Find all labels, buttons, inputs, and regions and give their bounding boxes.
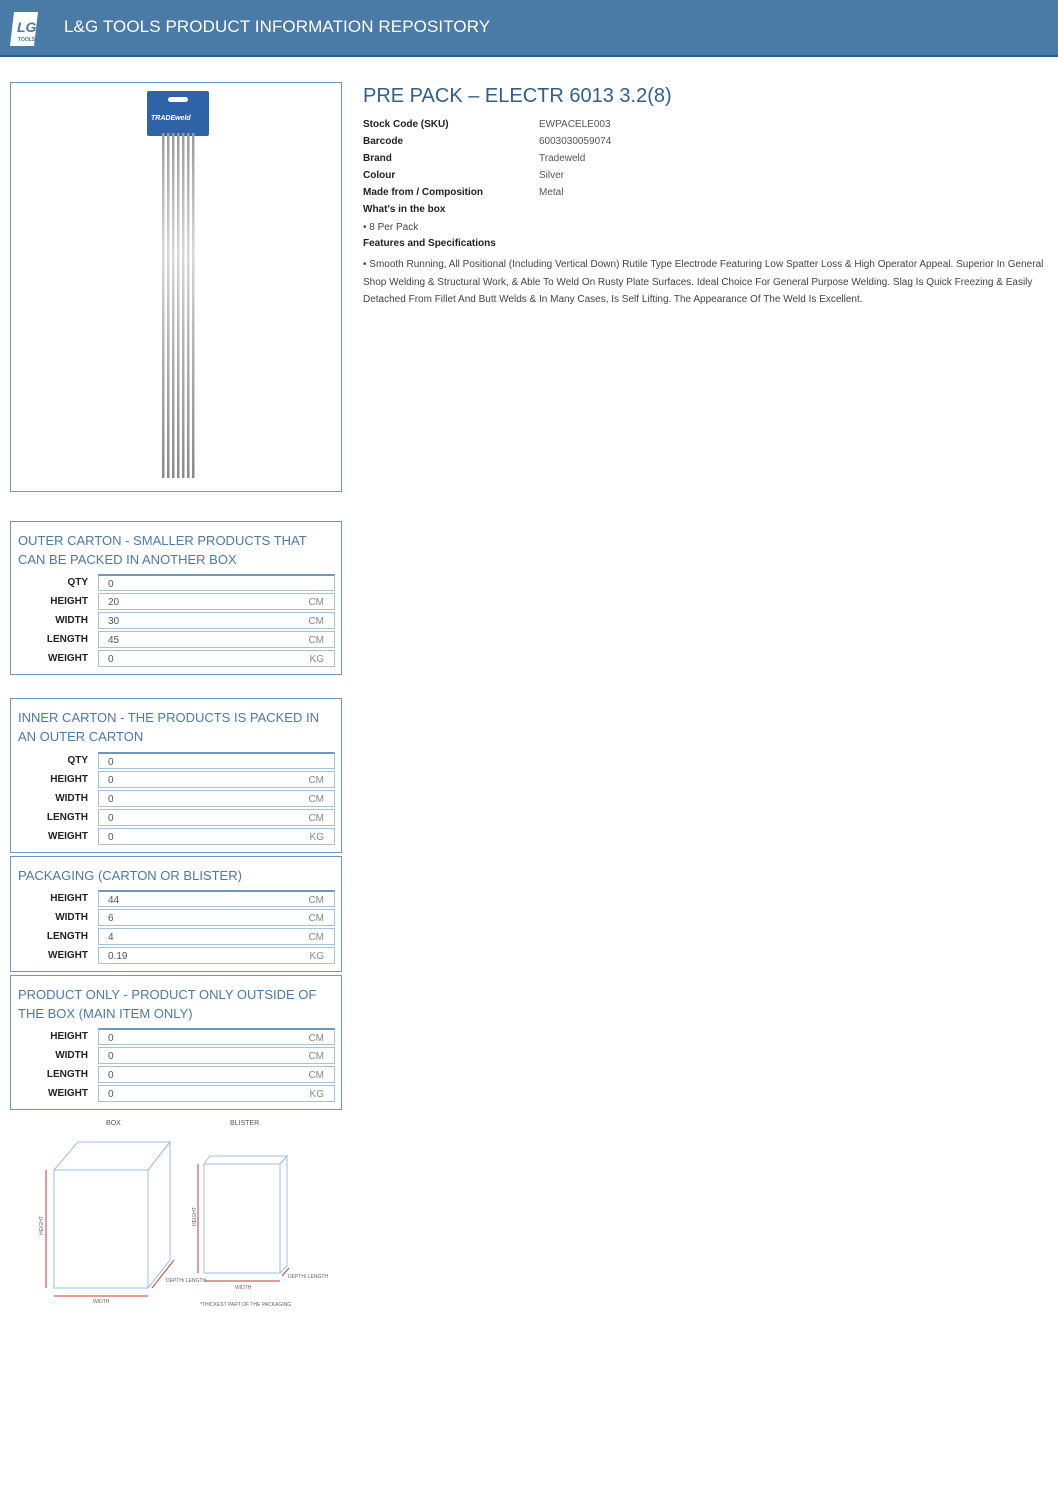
panel-title: PRODUCT ONLY - PRODUCT ONLY OUTSIDE OF THE BOX (MAIN ITEM ONLY) bbox=[18, 987, 317, 1021]
spec-value: Silver bbox=[539, 170, 565, 181]
dimension-unit: KG bbox=[309, 654, 324, 665]
dimension-row bbox=[11, 809, 341, 828]
dimension-unit: CM bbox=[308, 1051, 324, 1062]
dimension-row bbox=[11, 771, 341, 790]
box-depth-label: DEPTH/ LENGTH bbox=[166, 1278, 207, 1284]
dimension-field bbox=[98, 1066, 335, 1083]
dimension-field bbox=[98, 928, 335, 945]
dimension-field bbox=[98, 909, 335, 926]
dimension-unit: CM bbox=[308, 913, 324, 924]
brand-logo-label: TRADEweld bbox=[151, 115, 191, 122]
dimension-value: 0 bbox=[108, 794, 114, 805]
dimension-unit: CM bbox=[308, 932, 324, 943]
dimension-row bbox=[11, 752, 341, 771]
svg-text:TOOLS: TOOLS bbox=[18, 37, 36, 43]
svg-text:LG: LG bbox=[17, 19, 37, 35]
dimension-value: 0 bbox=[108, 1051, 114, 1062]
spec-label: Colour bbox=[363, 170, 396, 181]
dimension-field bbox=[98, 1047, 335, 1064]
dimension-unit: KG bbox=[309, 1089, 324, 1100]
dimension-value: 0 bbox=[108, 813, 114, 824]
dimension-value: 44 bbox=[108, 895, 120, 906]
whats-in-box-heading bbox=[363, 204, 445, 215]
dimension-label: WEIGHT bbox=[48, 1088, 88, 1099]
panel-title: INNER CARTON - THE PRODUCTS IS PACKED IN AN OUTER CARTON bbox=[18, 710, 319, 744]
dimension-label: LENGTH bbox=[46, 812, 88, 823]
dimension-row bbox=[11, 828, 341, 847]
dimension-row bbox=[11, 574, 341, 593]
panel-title: PACKAGING (CARTON OR BLISTER) bbox=[18, 868, 242, 883]
product-title: PRE PACK – ELECTR 6013 3.2(8) bbox=[363, 85, 672, 107]
whats-in-box-label: What's in the box bbox=[363, 204, 446, 215]
blister-diagram-label: BLISTER bbox=[230, 1120, 260, 1127]
dimension-unit: CM bbox=[308, 775, 324, 786]
spec-label: Stock Code (SKU) bbox=[363, 119, 449, 130]
dimension-row bbox=[11, 1028, 341, 1047]
dimension-field bbox=[98, 771, 335, 788]
spec-row-sku bbox=[363, 119, 611, 130]
spec-value: Metal bbox=[539, 187, 564, 198]
dimension-row bbox=[11, 790, 341, 809]
spec-value: Tradeweld bbox=[539, 153, 586, 164]
dimension-field bbox=[98, 890, 335, 907]
dimension-label: WIDTH bbox=[55, 793, 88, 804]
dimension-label: WIDTH bbox=[55, 615, 88, 626]
dimension-unit: CM bbox=[308, 895, 324, 906]
dimension-field bbox=[98, 790, 335, 807]
spec-label: Barcode bbox=[363, 136, 404, 147]
box-width-label: WIDTH bbox=[93, 1299, 110, 1305]
spec-row-colour bbox=[363, 170, 565, 181]
dimension-value: 0 bbox=[108, 1033, 114, 1044]
dimension-row bbox=[11, 593, 341, 612]
dimension-unit: CM bbox=[308, 1070, 324, 1081]
dimension-label: HEIGHT bbox=[50, 774, 88, 785]
dimension-value: 4 bbox=[108, 932, 114, 943]
header-title: L&G TOOLS PRODUCT INFORMATION REPOSITORY bbox=[64, 17, 491, 36]
dimension-label: LENGTH bbox=[46, 1069, 88, 1080]
dimension-row bbox=[11, 1066, 341, 1085]
packaging-dimension-diagram bbox=[10, 1130, 340, 1320]
dimension-value: 20 bbox=[108, 597, 120, 608]
dimension-row bbox=[11, 612, 341, 631]
dimension-field bbox=[98, 1028, 335, 1045]
dimension-row bbox=[11, 909, 341, 928]
dimension-value: 0 bbox=[108, 1089, 114, 1100]
dimension-value: 30 bbox=[108, 616, 120, 627]
blister-width-label: WIDTH bbox=[235, 1285, 252, 1291]
dimension-value: 0 bbox=[108, 654, 114, 665]
spec-value: 6003030059074 bbox=[539, 136, 612, 147]
dimension-label: HEIGHT bbox=[50, 893, 88, 904]
dimension-field bbox=[98, 574, 335, 591]
lg-tools-logo-icon bbox=[8, 10, 44, 48]
dimension-label: WEIGHT bbox=[48, 950, 88, 961]
dimension-row bbox=[11, 1047, 341, 1066]
dimension-row bbox=[11, 890, 341, 909]
product-only-panel bbox=[10, 975, 342, 1110]
dimension-value: 6 bbox=[108, 913, 114, 924]
product-image-frame bbox=[10, 82, 342, 492]
dimension-field bbox=[98, 947, 335, 964]
blister-note: *THICKEST PART OF THE PACKAGING bbox=[200, 1302, 292, 1308]
dimension-label: WEIGHT bbox=[48, 653, 88, 664]
blister-depth-label: DEPTH/ LENGTH bbox=[288, 1274, 329, 1280]
dimension-row bbox=[11, 631, 341, 650]
box-diagram-label: BOX bbox=[106, 1120, 121, 1127]
spec-label: Brand bbox=[363, 153, 392, 164]
dimension-unit: CM bbox=[308, 813, 324, 824]
electrode-rods-image bbox=[159, 133, 197, 478]
dimension-row bbox=[11, 650, 341, 669]
dimension-label: WEIGHT bbox=[48, 831, 88, 842]
dimension-field bbox=[98, 593, 335, 610]
page-header bbox=[0, 0, 1058, 57]
features-label: Features and Specifications bbox=[363, 238, 496, 249]
spec-row-barcode bbox=[363, 136, 612, 147]
dimension-row bbox=[11, 1085, 341, 1104]
dimension-field bbox=[98, 1085, 335, 1102]
spec-label: Made from / Composition bbox=[363, 187, 483, 198]
dimension-field bbox=[98, 828, 335, 845]
dimension-value: 0 bbox=[108, 1070, 114, 1081]
blister-diagram-icon bbox=[198, 1156, 289, 1281]
electrode-pack-image bbox=[147, 91, 209, 136]
dimension-field bbox=[98, 650, 335, 667]
dimension-label: LENGTH bbox=[46, 634, 88, 645]
dimension-value: 45 bbox=[108, 635, 120, 646]
dimension-row bbox=[11, 928, 341, 947]
inner-carton-panel bbox=[10, 698, 342, 853]
dimension-field bbox=[98, 631, 335, 648]
dimension-label: WIDTH bbox=[55, 912, 88, 923]
dimension-label: HEIGHT bbox=[50, 596, 88, 607]
dimension-field bbox=[98, 809, 335, 826]
dimension-field bbox=[98, 612, 335, 629]
dimension-unit: CM bbox=[308, 1033, 324, 1044]
dimension-unit: CM bbox=[308, 794, 324, 805]
dimension-value: 0 bbox=[108, 579, 114, 590]
dimension-row bbox=[11, 947, 341, 966]
features-heading bbox=[363, 238, 496, 249]
box-height-label: HEIGHT bbox=[39, 1216, 45, 1235]
dimension-label: WIDTH bbox=[55, 1050, 88, 1061]
dimension-unit: CM bbox=[308, 635, 324, 646]
dimension-value: 0 bbox=[108, 757, 114, 768]
dimension-label: QTY bbox=[67, 755, 88, 766]
dimension-label: QTY bbox=[67, 577, 88, 588]
features-text: • Smooth Running, All Positional (Including Vertical Down) Rutile Type Electrode Featuring Low Spatter Loss & High Operator Appeal. Superior In General Shop Welding & Structural Work, & Able To Weld On Rusty Plate Surfaces. Ideal Choice For General Purpose Welding. Slag Is Quick Freezing & Easily Detached From Fillet And Butt Welds & In Many Cases, Is Self Lifting. The Appearance Of The Weld Is Excellent. bbox=[363, 259, 1044, 305]
blister-height-label: HEIGHT bbox=[192, 1207, 198, 1226]
dimension-value: 0.19 bbox=[108, 951, 128, 962]
dimension-label: LENGTH bbox=[46, 931, 88, 942]
panel-title: OUTER CARTON - SMALLER PRODUCTS THAT CAN BE PACKED IN ANOTHER BOX bbox=[18, 533, 307, 567]
dimension-field bbox=[98, 752, 335, 769]
dimension-unit: KG bbox=[309, 832, 324, 843]
whats-in-box-value: • 8 Per Pack bbox=[363, 222, 419, 233]
spec-row-composition bbox=[363, 187, 564, 198]
packaging-panel bbox=[10, 856, 342, 972]
dimension-value: 0 bbox=[108, 832, 114, 843]
spec-row-brand bbox=[363, 153, 586, 164]
dimension-unit: KG bbox=[309, 951, 324, 962]
dimension-value: 0 bbox=[108, 775, 114, 786]
spec-value: EWPACELE003 bbox=[539, 119, 611, 130]
dimension-unit: CM bbox=[308, 616, 324, 627]
box-diagram-icon bbox=[46, 1142, 174, 1296]
hang-hole bbox=[168, 97, 188, 102]
dimension-unit: CM bbox=[308, 597, 324, 608]
dimension-label: HEIGHT bbox=[50, 1031, 88, 1042]
outer-carton-panel bbox=[10, 521, 342, 675]
